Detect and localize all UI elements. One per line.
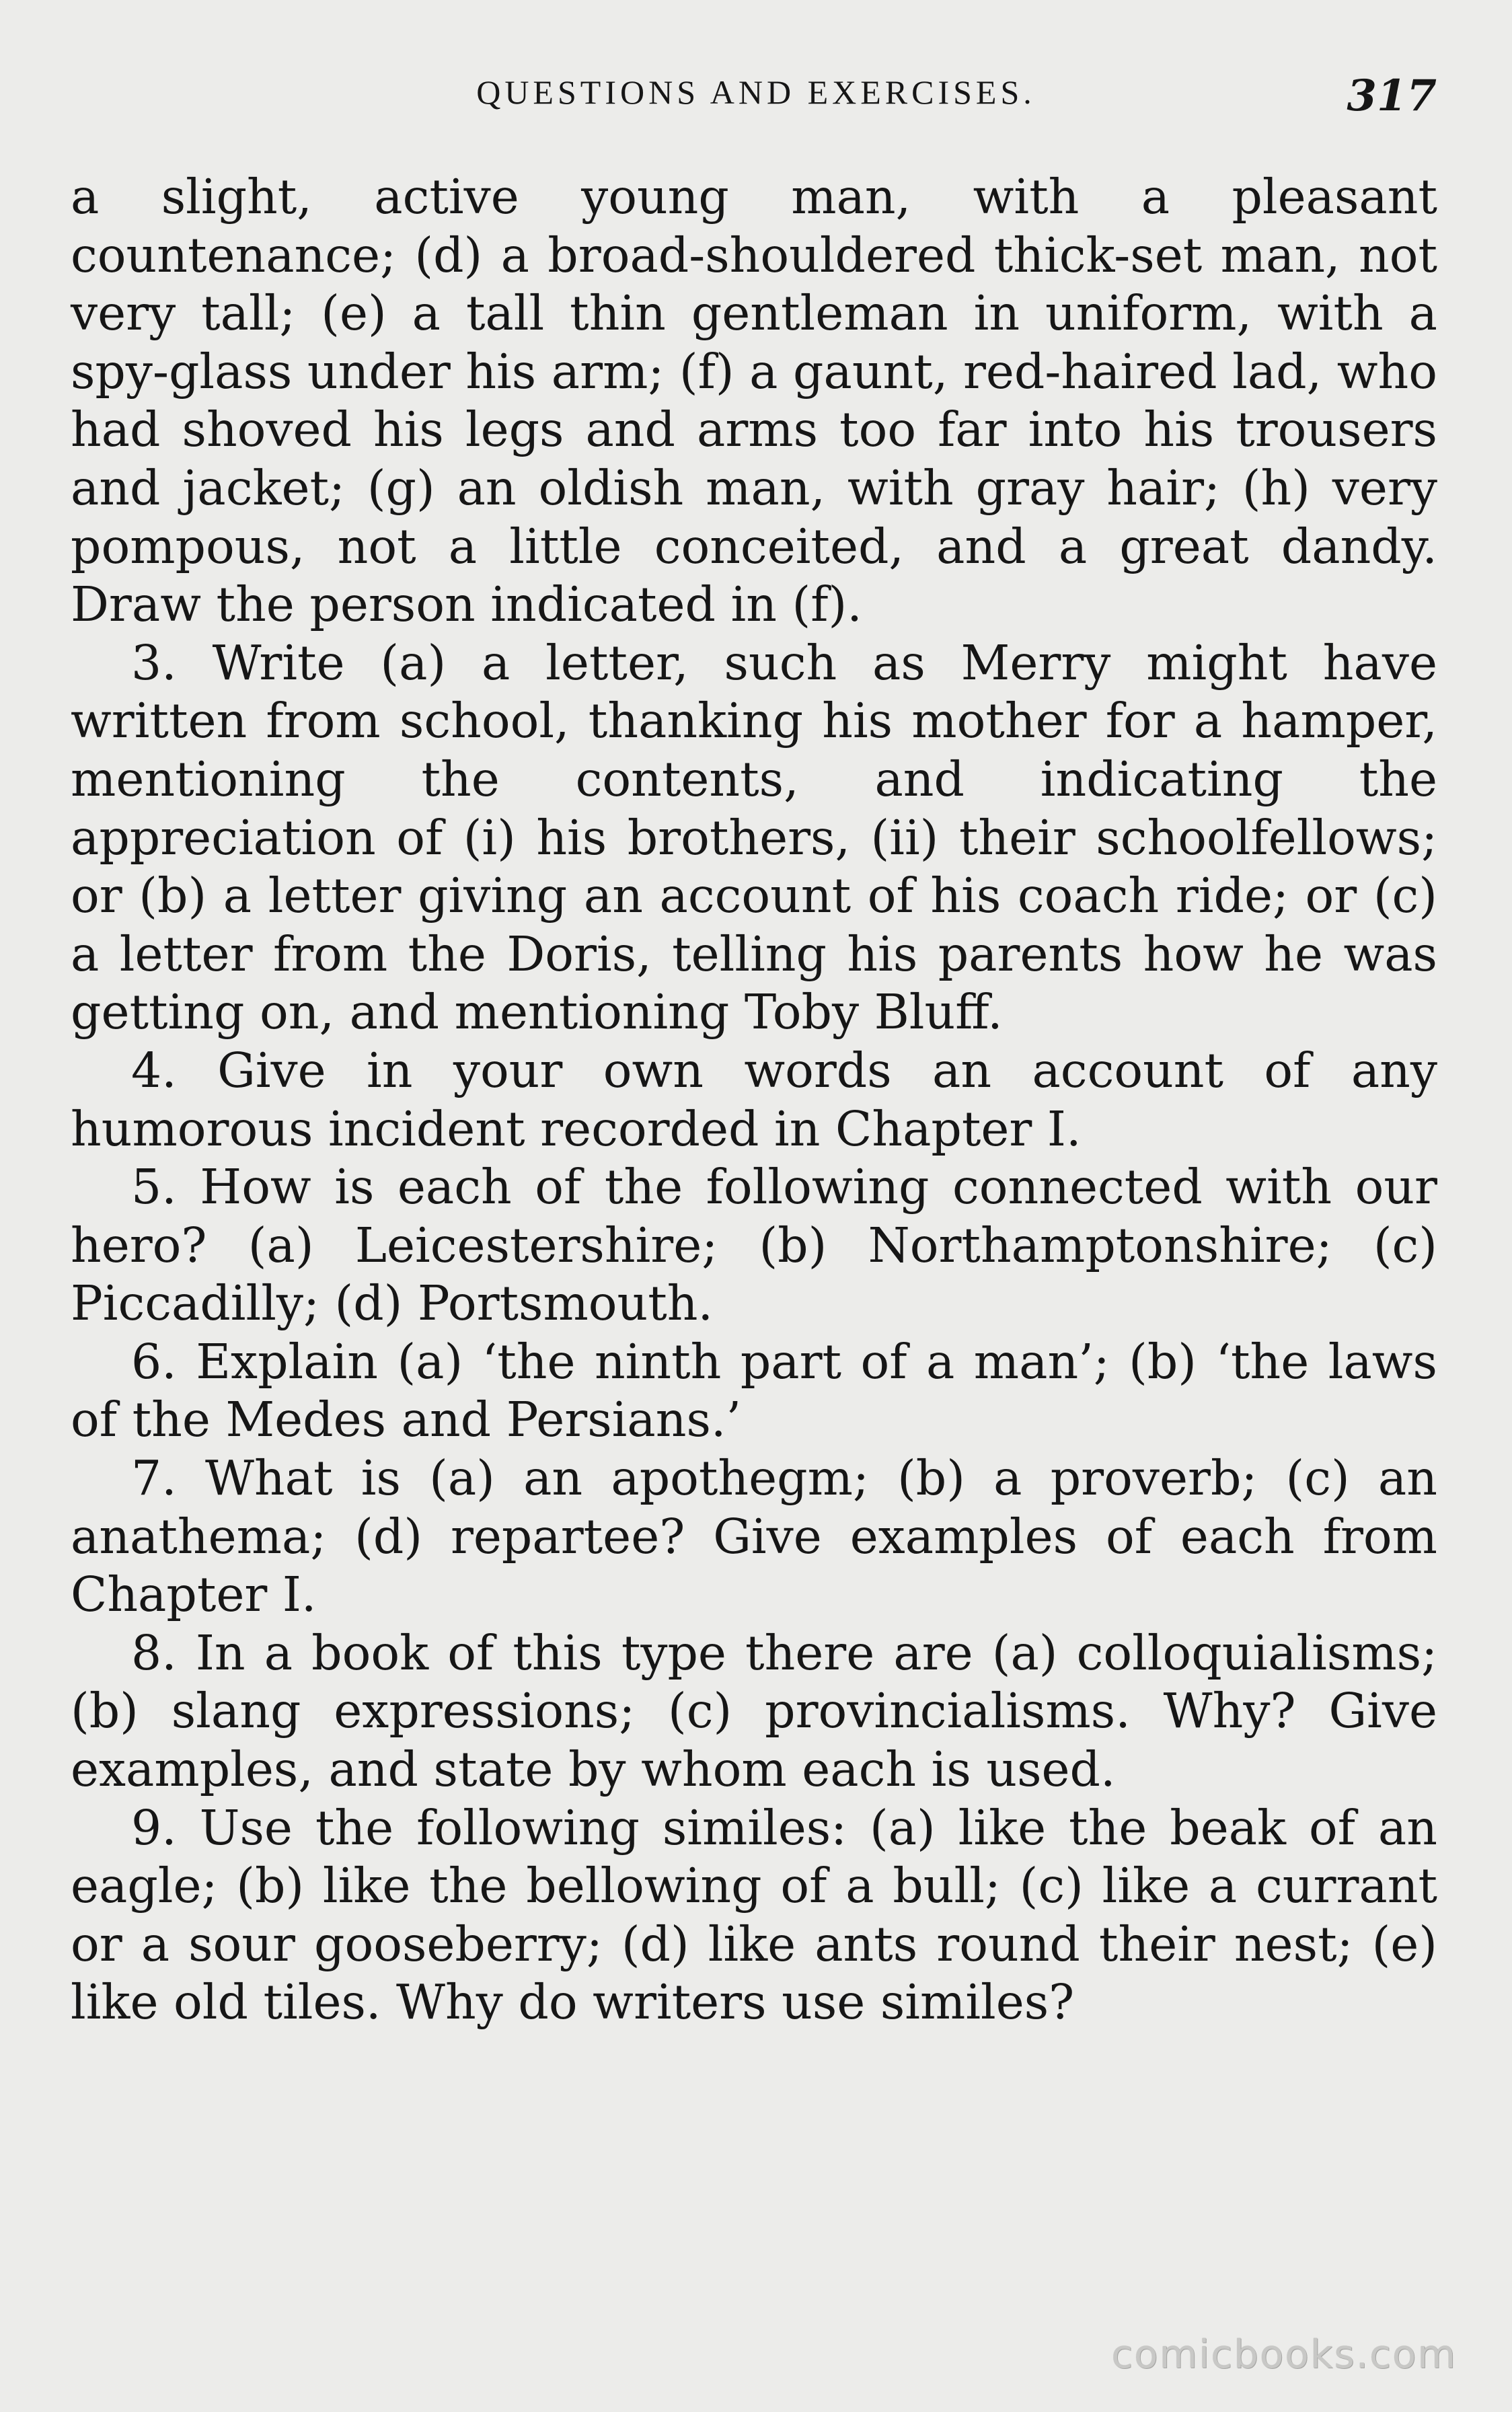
exercise-6: 6. Explain (a) ‘the ninth part of a man’; (b) ‘the laws of the Medes and Persians.’ — [71, 1333, 1437, 1448]
watermark: comicbooks.com — [1111, 2331, 1457, 2377]
paragraph-continuation: a slight, active young man, with a pleasant countenance; (d) a broad-shouldered thick-set man, not very tall; (e) a tall thin gentleman in uniform, with a spy-glass under his arm; (f) a gaunt, red-haired lad, who had shoved his legs and arms too far into his trousers and jacket; (g) an oldish man, with gray hair; (h) very pompous, not a little conceited, and a great dandy. Draw the person indicated in (f). — [71, 169, 1437, 633]
page-number: 317 — [1347, 71, 1437, 121]
exercise-3: 3. Write (a) a letter, such as Merry might have written from school, thanking his mother for a hamper, mentioning the contents, and indicating the appreciation of (i) his brothers, (ii) their schoolfellows; or (b) a letter giving an account of his coach ride; or (c) a letter from the Doris, telling his parents how he was getting on, and mentioning Toby Bluff. — [71, 634, 1437, 1041]
exercise-7: 7. What is (a) an apothegm; (b) a proverb; (c) an anathema; (d) repartee? Give examples of each from Chapter I. — [71, 1450, 1437, 1623]
exercise-8: 8. In a book of this type there are (a) colloquialisms; (b) slang expressions; (c) provincialisms. Why? Give examples, and state by whom each is used. — [71, 1624, 1437, 1798]
exercise-5: 5. How is each of the following connected with our hero? (a) Leicestershire; (b) Northamptonshire; (c) Piccadilly; (d) Portsmouth. — [71, 1159, 1437, 1332]
running-head: QUESTIONS AND EXERCISES. — [476, 73, 1036, 111]
page-header — [0, 62, 1512, 122]
exercise-9: 9. Use the following similes: (a) like the beak of an eagle; (b) like the bellowing of a bull; (c) like a currant or a sour gooseberry; (d) like ants round their nest; (e) like old tiles. Why do writers use similes? — [71, 1799, 1437, 2031]
exercise-4: 4. Give in your own words an account of any humorous incident recorded in Chapter I. — [71, 1042, 1437, 1157]
exercise-text — [71, 168, 1437, 2032]
